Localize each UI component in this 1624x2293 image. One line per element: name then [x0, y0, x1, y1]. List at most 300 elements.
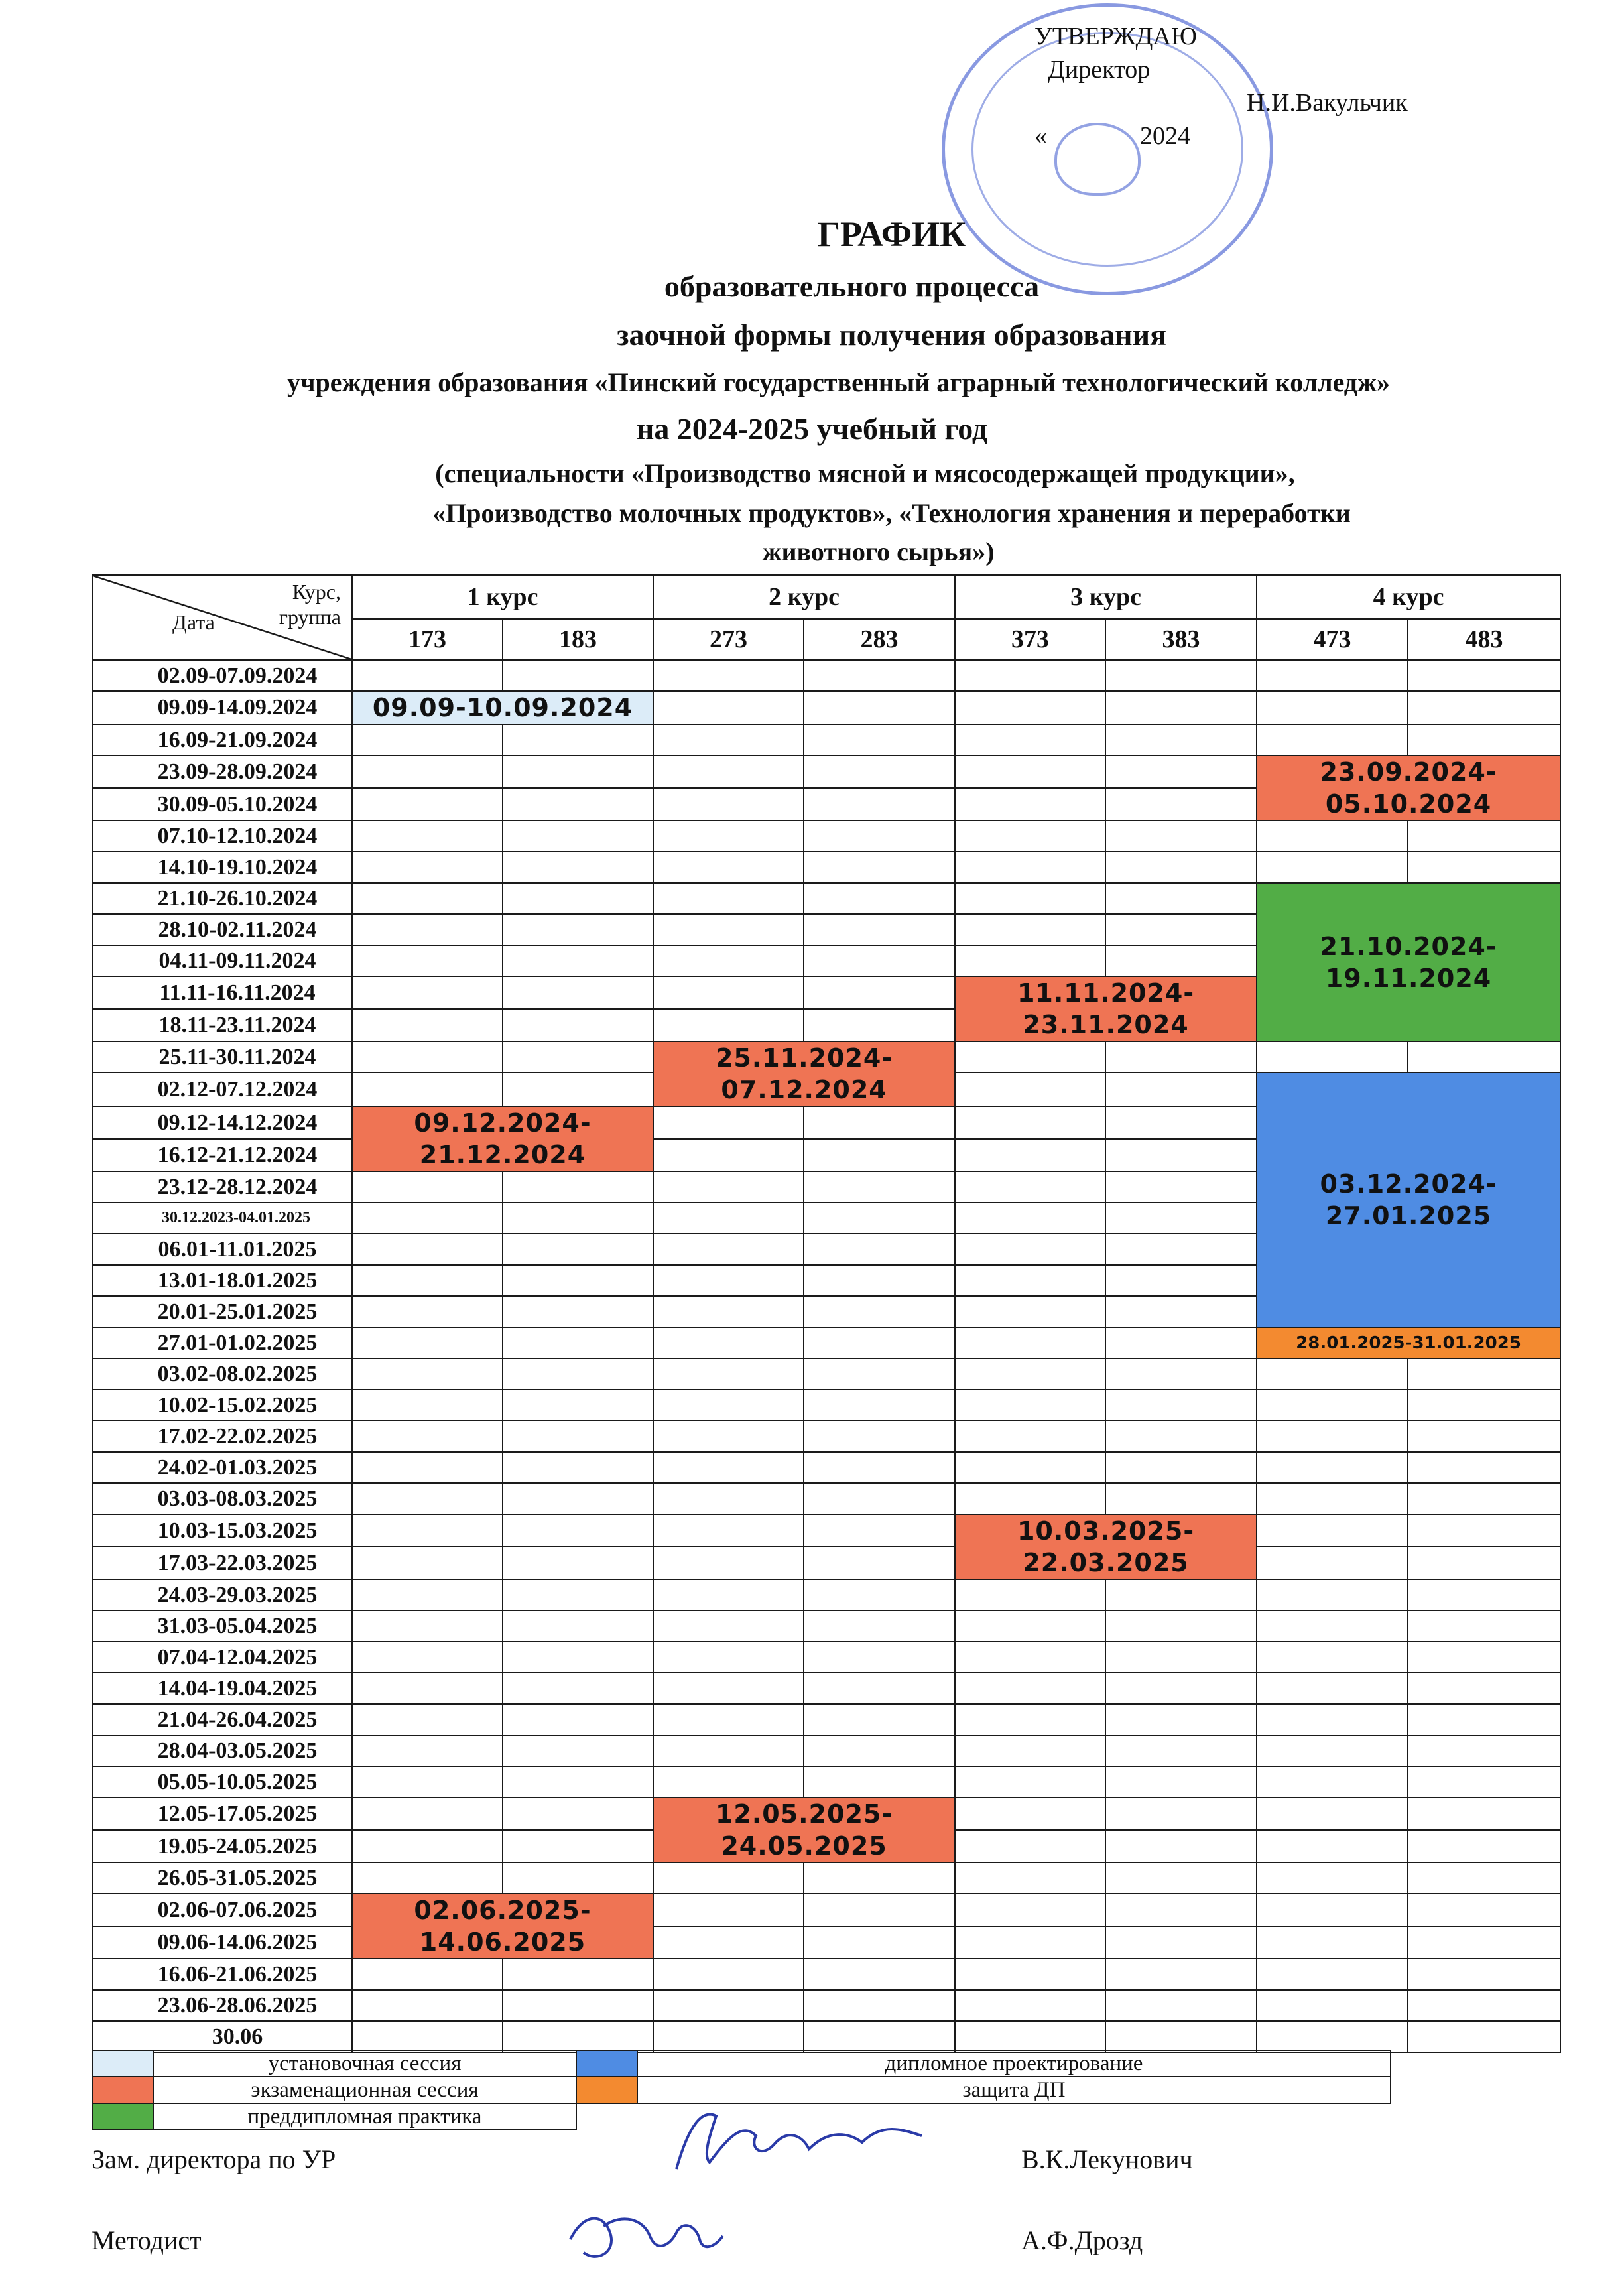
- empty-cell: [804, 1390, 955, 1421]
- empty-cell: [955, 1421, 1105, 1452]
- empty-cell: [804, 1483, 955, 1514]
- session-cell-exam: [653, 1798, 955, 1863]
- empty-cell: [955, 691, 1105, 724]
- empty-cell: [653, 1894, 804, 1926]
- empty-cell: [653, 1390, 804, 1421]
- table-row: [92, 1358, 1560, 1390]
- week-date-cell: 14.10-19.10.2024: [92, 852, 352, 883]
- empty-cell: [804, 1265, 955, 1296]
- empty-cell: [955, 1296, 1105, 1327]
- empty-cell: [1408, 724, 1560, 755]
- session-dates: [1257, 931, 1560, 994]
- empty-cell: [1257, 724, 1408, 755]
- title-line-8: животного сырья»): [762, 537, 995, 566]
- session-dates: [956, 977, 1256, 1041]
- empty-cell: [804, 1704, 955, 1735]
- empty-cell: [1408, 1610, 1560, 1642]
- empty-cell: [503, 976, 653, 1009]
- empty-cell: [1105, 820, 1257, 852]
- empty-cell: [1105, 1421, 1257, 1452]
- empty-cell: [1105, 1171, 1257, 1203]
- empty-cell: [503, 724, 653, 755]
- session-cell-practice: [1257, 883, 1560, 1041]
- week-date-cell: 09.12-14.12.2024: [92, 1106, 352, 1139]
- session-dates-line1: 25.11.2024-: [715, 1043, 893, 1073]
- empty-cell: [352, 1452, 503, 1483]
- empty-cell: [352, 1234, 503, 1265]
- session-dates-line1: 23.09.2024-: [1320, 757, 1497, 787]
- empty-cell: [1105, 1704, 1257, 1735]
- empty-cell: [955, 1830, 1105, 1863]
- empty-cell: [1257, 1547, 1408, 1579]
- empty-cell: [1105, 1990, 1257, 2021]
- empty-cell: [955, 1863, 1105, 1894]
- empty-cell: [352, 1483, 503, 1514]
- empty-cell: [1105, 1234, 1257, 1265]
- empty-cell: [955, 852, 1105, 883]
- empty-cell: [653, 820, 804, 852]
- week-date-cell: 02.09-07.09.2024: [92, 660, 352, 691]
- empty-cell: [352, 914, 503, 945]
- table-row: [92, 1483, 1560, 1514]
- empty-cell: [653, 852, 804, 883]
- empty-cell: [653, 1139, 804, 1171]
- empty-cell: [1408, 1514, 1560, 1547]
- table-row: [92, 1610, 1560, 1642]
- empty-cell: [352, 1547, 503, 1579]
- empty-cell: [1105, 1863, 1257, 1894]
- empty-cell: [955, 1234, 1105, 1265]
- empty-cell: [503, 660, 653, 691]
- empty-cell: [804, 1421, 955, 1452]
- empty-cell: [1408, 660, 1560, 691]
- empty-cell: [804, 1234, 955, 1265]
- empty-cell: [1105, 914, 1257, 945]
- legend-label-defense: защита ДП: [637, 2077, 1391, 2103]
- week-date-cell: 18.11-23.11.2024: [92, 1009, 352, 1041]
- empty-cell: [352, 1009, 503, 1041]
- week-date-cell: 10.02-15.02.2025: [92, 1390, 352, 1421]
- empty-cell: [1105, 1483, 1257, 1514]
- empty-cell: [1257, 1704, 1408, 1735]
- empty-cell: [1408, 852, 1560, 883]
- empty-cell: [352, 1959, 503, 1990]
- legend-swatch-exam: [92, 2077, 153, 2103]
- session-dates-line2: 27.01.2025: [1325, 1201, 1492, 1230]
- empty-cell: [804, 1673, 955, 1704]
- empty-cell: [955, 1139, 1105, 1171]
- session-dates-line2: 05.10.2024: [1325, 789, 1492, 819]
- empty-cell: [653, 1735, 804, 1766]
- empty-cell: [1105, 660, 1257, 691]
- table-row: [92, 1704, 1560, 1735]
- legend-swatch-diploma: [576, 2050, 637, 2077]
- empty-cell: [1257, 1041, 1408, 1073]
- table-row: [92, 1959, 1560, 1990]
- title-line-4: учреждения образования «Пинский государственный аграрный технологический колледж»: [286, 367, 1391, 397]
- empty-cell: [352, 1673, 503, 1704]
- session-dates-line1: 09.09-10.09.2024: [372, 693, 633, 722]
- week-date-cell: 16.09-21.09.2024: [92, 724, 352, 755]
- week-date-cell: 23.12-28.12.2024: [92, 1171, 352, 1203]
- empty-cell: [653, 2021, 804, 2052]
- empty-cell: [352, 1766, 503, 1798]
- empty-cell: [1408, 820, 1560, 852]
- empty-cell: [804, 1610, 955, 1642]
- table-row: [92, 1421, 1560, 1452]
- empty-cell: [352, 1798, 503, 1830]
- empty-cell: [503, 1514, 653, 1547]
- empty-cell: [352, 1642, 503, 1673]
- empty-cell: [1105, 1358, 1257, 1390]
- session-dates: [956, 1515, 1256, 1579]
- empty-cell: [503, 1203, 653, 1234]
- table-row: [92, 1798, 1560, 1830]
- empty-cell: [653, 1234, 804, 1265]
- empty-cell: [1105, 1390, 1257, 1421]
- week-date-cell: 23.06-28.06.2025: [92, 1990, 352, 2021]
- empty-cell: [1105, 1296, 1257, 1327]
- empty-cell: [653, 1009, 804, 1041]
- table-row: [92, 1673, 1560, 1704]
- empty-cell: [352, 883, 503, 914]
- empty-cell: [503, 945, 653, 976]
- group-header: 283: [804, 619, 955, 660]
- empty-cell: [955, 1203, 1105, 1234]
- empty-cell: [955, 820, 1105, 852]
- table-row: [92, 1863, 1560, 1894]
- approval-date: « 2024: [1034, 122, 1190, 150]
- empty-cell: [1257, 1610, 1408, 1642]
- empty-cell: [955, 1766, 1105, 1798]
- table-row: [92, 1327, 1560, 1358]
- session-dates: [1257, 1334, 1560, 1352]
- empty-cell: [352, 945, 503, 976]
- empty-cell: [1105, 1894, 1257, 1926]
- empty-cell: [1257, 1579, 1408, 1610]
- methodist-role: Методист: [92, 2225, 202, 2255]
- empty-cell: [1257, 1421, 1408, 1452]
- session-dates-line2: 14.06.2025: [419, 1928, 586, 1957]
- empty-cell: [352, 1610, 503, 1642]
- empty-cell: [804, 820, 955, 852]
- empty-cell: [352, 852, 503, 883]
- header-corner: [92, 575, 352, 660]
- week-date-cell: 21.10-26.10.2024: [92, 883, 352, 914]
- empty-cell: [352, 1863, 503, 1894]
- document-title: ГРАФИК: [817, 214, 966, 254]
- empty-cell: [955, 660, 1105, 691]
- table-row: [92, 724, 1560, 755]
- empty-cell: [352, 724, 503, 755]
- empty-cell: [352, 788, 503, 820]
- week-date-cell: 19.05-24.05.2025: [92, 1830, 352, 1863]
- empty-cell: [653, 660, 804, 691]
- empty-cell: [352, 1265, 503, 1296]
- week-date-cell: 30.09-05.10.2024: [92, 788, 352, 820]
- table-row: [92, 852, 1560, 883]
- empty-cell: [653, 1610, 804, 1642]
- empty-cell: [804, 1735, 955, 1766]
- empty-cell: [1105, 1735, 1257, 1766]
- empty-cell: [804, 1579, 955, 1610]
- empty-cell: [1408, 1547, 1560, 1579]
- legend-swatch-practice: [92, 2103, 153, 2130]
- empty-cell: [955, 1704, 1105, 1735]
- empty-cell: [804, 1926, 955, 1959]
- empty-cell: [955, 1327, 1105, 1358]
- empty-cell: [352, 1830, 503, 1863]
- empty-cell: [1257, 691, 1408, 724]
- empty-cell: [352, 1041, 503, 1073]
- empty-cell: [955, 1358, 1105, 1390]
- table-row: [92, 1642, 1560, 1673]
- empty-cell: [1257, 2021, 1408, 2052]
- empty-cell: [653, 1171, 804, 1203]
- week-date-cell: 17.02-22.02.2025: [92, 1421, 352, 1452]
- empty-cell: [955, 2021, 1105, 2052]
- empty-cell: [1408, 1421, 1560, 1452]
- empty-cell: [1408, 1863, 1560, 1894]
- empty-cell: [503, 1766, 653, 1798]
- week-date-cell: 30.06: [92, 2021, 352, 2052]
- empty-cell: [1408, 1990, 1560, 2021]
- empty-cell: [503, 1990, 653, 2021]
- empty-cell: [1105, 788, 1257, 820]
- session-cell-exam: [653, 1041, 955, 1106]
- week-date-cell: 21.04-26.04.2025: [92, 1704, 352, 1735]
- session-cell-diploma: [1257, 1073, 1560, 1327]
- empty-cell: [503, 788, 653, 820]
- empty-cell: [1408, 1041, 1560, 1073]
- week-date-cell: 25.11-30.11.2024: [92, 1041, 352, 1073]
- empty-cell: [1257, 1673, 1408, 1704]
- group-header: 273: [653, 619, 804, 660]
- week-date-cell: 23.09-28.09.2024: [92, 755, 352, 788]
- empty-cell: [653, 1673, 804, 1704]
- session-dates-line1: 10.03.2025-: [1017, 1516, 1195, 1545]
- empty-cell: [955, 1483, 1105, 1514]
- group-header: 173: [352, 619, 503, 660]
- session-cell-exam: [352, 1106, 653, 1171]
- session-dates-line2: 22.03.2025: [1023, 1548, 1189, 1577]
- week-date-cell: 16.06-21.06.2025: [92, 1959, 352, 1990]
- empty-cell: [1105, 691, 1257, 724]
- methodist-signature: [557, 2199, 729, 2272]
- empty-cell: [1408, 1358, 1560, 1390]
- table-row: [92, 755, 1560, 788]
- empty-cell: [352, 2021, 503, 2052]
- empty-cell: [1105, 1610, 1257, 1642]
- empty-cell: [653, 724, 804, 755]
- deputy-role: Зам. директора по УР: [92, 2144, 336, 2174]
- empty-cell: [1408, 1830, 1560, 1863]
- empty-cell: [1408, 1735, 1560, 1766]
- table-row: [92, 2021, 1560, 2052]
- week-date-cell: 11.11-16.11.2024: [92, 976, 352, 1009]
- session-dates-line1: 28.01.2025-31.01.2025: [1296, 1333, 1521, 1353]
- session-cell-install: [352, 691, 653, 724]
- empty-cell: [955, 788, 1105, 820]
- session-dates-line2: 23.11.2024: [1023, 1010, 1189, 1039]
- title-line-6: (специальности «Производство мясной и мясосодержащей продукции»,: [435, 458, 1295, 488]
- empty-cell: [804, 1203, 955, 1234]
- course-4-header: 4 курс: [1257, 575, 1560, 619]
- empty-cell: [653, 1514, 804, 1547]
- empty-cell: [804, 1959, 955, 1990]
- empty-cell: [503, 820, 653, 852]
- empty-cell: [955, 724, 1105, 755]
- session-cell-exam: [1257, 755, 1560, 820]
- empty-cell: [653, 1265, 804, 1296]
- table-row: [92, 820, 1560, 852]
- empty-cell: [1257, 1926, 1408, 1959]
- empty-cell: [503, 1830, 653, 1863]
- empty-cell: [804, 1547, 955, 1579]
- week-date-cell: 30.12.2023-04.01.2025: [92, 1203, 352, 1234]
- empty-cell: [804, 1139, 955, 1171]
- empty-cell: [1257, 1642, 1408, 1673]
- title-line-5: на 2024-2025 учебный год: [636, 412, 988, 446]
- empty-cell: [804, 883, 955, 914]
- empty-cell: [955, 1610, 1105, 1642]
- empty-cell: [503, 1704, 653, 1735]
- empty-cell: [503, 1358, 653, 1390]
- week-date-cell: 20.01-25.01.2025: [92, 1296, 352, 1327]
- empty-cell: [1257, 660, 1408, 691]
- empty-cell: [804, 1894, 955, 1926]
- deputy-signature: [663, 2096, 942, 2182]
- table-row: [92, 1735, 1560, 1766]
- empty-cell: [955, 1579, 1105, 1610]
- empty-cell: [1105, 1673, 1257, 1704]
- empty-cell: [1105, 1642, 1257, 1673]
- week-date-cell: 13.01-18.01.2025: [92, 1265, 352, 1296]
- empty-cell: [653, 1926, 804, 1959]
- empty-cell: [503, 1579, 653, 1610]
- corner-group-label: группа: [279, 605, 341, 629]
- empty-cell: [352, 1514, 503, 1547]
- table-row: [92, 1579, 1560, 1610]
- empty-cell: [804, 976, 955, 1009]
- empty-cell: [653, 1959, 804, 1990]
- methodist-name: А.Ф.Дрозд: [1021, 2225, 1143, 2255]
- empty-cell: [1408, 1959, 1560, 1990]
- empty-cell: [352, 1579, 503, 1610]
- table-row: [92, 1452, 1560, 1483]
- empty-cell: [1105, 1579, 1257, 1610]
- empty-cell: [503, 914, 653, 945]
- empty-cell: [352, 1073, 503, 1106]
- week-date-cell: 24.02-01.03.2025: [92, 1452, 352, 1483]
- session-cell-defense: [1257, 1327, 1560, 1358]
- legend-label-practice: преддипломная практика: [153, 2103, 576, 2130]
- session-dates-line1: 12.05.2025-: [715, 1800, 893, 1829]
- empty-cell: [503, 1421, 653, 1452]
- empty-cell: [352, 1735, 503, 1766]
- empty-cell: [503, 1041, 653, 1073]
- session-dates-line1: 09.12.2024-: [414, 1108, 592, 1138]
- empty-cell: [1408, 1926, 1560, 1959]
- empty-cell: [804, 1327, 955, 1358]
- course-2-header: 2 курс: [653, 575, 955, 619]
- empty-cell: [804, 1296, 955, 1327]
- table-row: [92, 1766, 1560, 1798]
- empty-cell: [804, 1358, 955, 1390]
- course-3-header: 3 курс: [955, 575, 1257, 619]
- session-dates: [353, 1107, 653, 1171]
- empty-cell: [1105, 852, 1257, 883]
- week-date-cell: 10.03-15.03.2025: [92, 1514, 352, 1547]
- empty-cell: [1257, 1766, 1408, 1798]
- empty-cell: [352, 820, 503, 852]
- empty-cell: [955, 1642, 1105, 1673]
- empty-cell: [503, 1673, 653, 1704]
- week-date-cell: 07.04-12.04.2025: [92, 1642, 352, 1673]
- empty-cell: [1257, 1863, 1408, 1894]
- empty-cell: [653, 1547, 804, 1579]
- deputy-name: В.К.Лекунович: [1021, 2144, 1193, 2174]
- empty-cell: [1105, 1106, 1257, 1139]
- session-dates-line2: 19.11.2024: [1325, 963, 1492, 993]
- table-row: [92, 1547, 1560, 1579]
- empty-cell: [1408, 2021, 1560, 2052]
- empty-cell: [653, 914, 804, 945]
- session-dates-line1: 03.12.2024-: [1320, 1169, 1497, 1199]
- session-cell-exam: [955, 1514, 1257, 1579]
- week-date-cell: 28.04-03.05.2025: [92, 1735, 352, 1766]
- empty-cell: [352, 1390, 503, 1421]
- week-date-cell: 05.05-10.05.2025: [92, 1766, 352, 1798]
- empty-cell: [1257, 1514, 1408, 1547]
- empty-cell: [352, 976, 503, 1009]
- empty-cell: [1408, 1894, 1560, 1926]
- empty-cell: [352, 1171, 503, 1203]
- empty-cell: [352, 1296, 503, 1327]
- empty-cell: [955, 1073, 1105, 1106]
- empty-cell: [352, 1327, 503, 1358]
- empty-cell: [1105, 1830, 1257, 1863]
- empty-cell: [1408, 1642, 1560, 1673]
- empty-cell: [955, 883, 1105, 914]
- week-date-cell: 16.12-21.12.2024: [92, 1139, 352, 1171]
- empty-cell: [955, 1735, 1105, 1766]
- empty-cell: [1257, 1830, 1408, 1863]
- empty-cell: [352, 1990, 503, 2021]
- empty-cell: [653, 1704, 804, 1735]
- legend-label-install: установочная сессия: [153, 2050, 576, 2077]
- table-row: [92, 1514, 1560, 1547]
- approval-heading: УТВЕРЖДАЮ: [1034, 23, 1197, 50]
- empty-cell: [653, 1990, 804, 2021]
- empty-cell: [804, 1514, 955, 1547]
- week-date-cell: 03.03-08.03.2025: [92, 1483, 352, 1514]
- empty-cell: [1408, 1390, 1560, 1421]
- session-dates: [1257, 1168, 1560, 1232]
- legend-swatch-install: [92, 2050, 153, 2077]
- empty-cell: [804, 945, 955, 976]
- table-row: [92, 660, 1560, 691]
- table-row: [92, 1990, 1560, 2021]
- title-line-7: «Производство молочных продуктов», «Технология хранения и переработки: [432, 498, 1351, 528]
- empty-cell: [804, 1106, 955, 1139]
- empty-cell: [653, 945, 804, 976]
- group-header: 183: [503, 619, 653, 660]
- empty-cell: [653, 1358, 804, 1390]
- empty-cell: [1105, 724, 1257, 755]
- empty-cell: [1105, 1452, 1257, 1483]
- session-dates-line1: 21.10.2024-: [1320, 931, 1497, 961]
